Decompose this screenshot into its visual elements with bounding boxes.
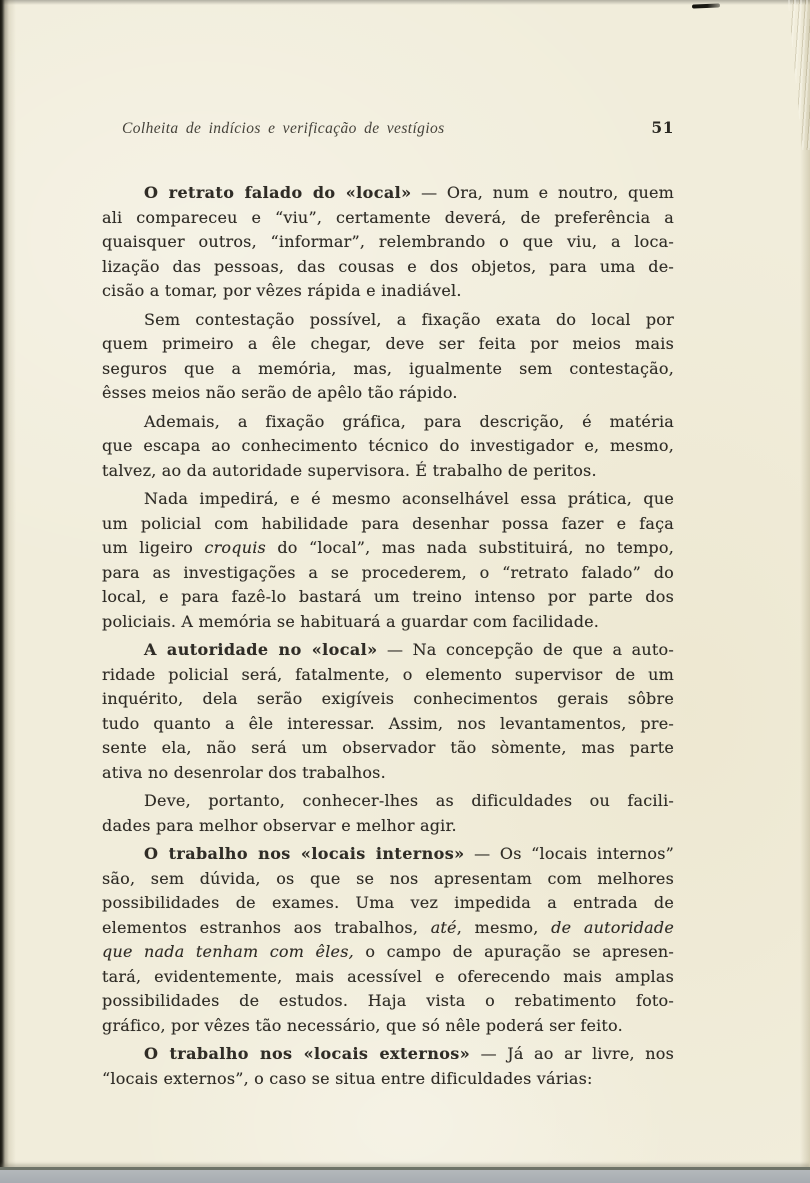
- text-segment: o campo de apuração se apresen-: [353, 942, 674, 961]
- text-segment: — Ora, num e noutro, quem: [411, 183, 674, 202]
- text-segment: Nada impedirá, e é mesmo aconselhável essa prática, que: [144, 489, 674, 508]
- text-segment: ativa no desenrolar dos trabalhos.: [102, 762, 386, 782]
- text-segment: cisão a tomar, por vêzes rápida e inadiável.: [102, 281, 462, 300]
- paragraph: [102, 842, 674, 1038]
- text-segment: “locais externos”, o caso se situa entre dificuldades várias:: [102, 1068, 593, 1088]
- text-line: [102, 1067, 674, 1092]
- text-line: [102, 357, 674, 382]
- text-line: [102, 1014, 674, 1039]
- text-line: [102, 561, 674, 586]
- text-segment: do “local”, mas nada substituirá, no tempo,: [265, 538, 674, 557]
- text-segment: — Na concepção de que a auto-: [377, 640, 674, 659]
- paragraph: [102, 1042, 674, 1091]
- text-line: [102, 638, 674, 663]
- text-line: [102, 308, 674, 333]
- text-segment: que escapa ao conhecimento técnico do investigador e, mesmo,: [102, 436, 674, 455]
- scan-top-edge: [0, 0, 810, 5]
- text-segment: um ligeiro: [102, 538, 205, 557]
- text-segment: — Já ao ar livre, nos: [470, 1044, 674, 1063]
- italic-segment: de autoridade: [551, 917, 674, 937]
- paragraph: [102, 181, 674, 304]
- text-line: [102, 512, 674, 537]
- text-line: [102, 867, 674, 892]
- text-segment: gráfico, por vêzes tão necessário, que só nêle poderá ser feito.: [102, 1015, 623, 1035]
- text-segment: tudo quanto a êle interessar. Assim, nos levantamentos, pre-: [102, 713, 674, 733]
- text-segment: inquérito, dela serão exigíveis conhecimentos gerais sôbre: [102, 689, 674, 708]
- text-segment: um policial com habilidade para desenhar possa fazer e faça: [102, 513, 674, 533]
- text-segment: êsses meios não serão de apêlo tão rápido.: [102, 383, 458, 402]
- section-lead-bold: A autoridade no «local»: [144, 640, 378, 659]
- binding-edge: [0, 0, 16, 1183]
- text-segment: elementos estranhos aos trabalhos,: [102, 917, 431, 937]
- text-line: [102, 230, 674, 255]
- paragraph: [102, 638, 674, 785]
- paragraph: [102, 487, 674, 634]
- text-line: [102, 536, 674, 561]
- text-line: [102, 585, 674, 610]
- text-line: [102, 206, 674, 231]
- text-segment: Ademais, a fixação gráfica, para descrição, é matéria: [144, 411, 674, 431]
- text-line: [102, 381, 674, 406]
- text-line: [102, 989, 674, 1014]
- text-segment: quem primeiro a êle chegar, deve ser feita por meios mais: [102, 334, 674, 353]
- text-segment: policiais. A memória se habituará a guardar com facilidade.: [102, 611, 600, 631]
- text-segment: quaisquer outros, “informar”, relembrando o que viu, a loca-: [102, 232, 674, 251]
- italic-segment: que nada tenham com êles,: [102, 942, 354, 961]
- text-block: [102, 118, 674, 1095]
- page-curl-edges: [784, 0, 810, 150]
- text-segment: tará, evidentemente, mais acessível e oferecendo mais amplas: [102, 966, 674, 986]
- text-segment: sente ela, não será um observador tão sòmente, mas parte: [102, 738, 674, 757]
- text-line: [102, 712, 674, 737]
- paragraph: [102, 308, 674, 406]
- text-line: [102, 487, 674, 512]
- text-line: [102, 789, 674, 814]
- text-segment: ali compareceu e “viu”, certamente deverá, de preferência a: [102, 207, 674, 227]
- page-header: [102, 118, 674, 138]
- text-segment: — Os “locais internos”: [464, 844, 674, 863]
- section-lead-bold: O trabalho nos «locais externos»: [144, 1044, 471, 1063]
- text-segment: possibilidades de exames. Uma vez impedida a entrada de: [102, 893, 674, 912]
- italic-segment: croquis: [204, 538, 266, 557]
- text-line: [102, 663, 674, 688]
- running-title: Colheita de indícios e verificação de vestígios: [122, 120, 445, 137]
- text-segment: seguros que a memória, mas, igualmente sem contestação,: [102, 358, 674, 378]
- text-line: [102, 181, 674, 206]
- text-line: [102, 687, 674, 712]
- text-line: [102, 736, 674, 761]
- text-line: [102, 1042, 674, 1067]
- text-line: [102, 610, 674, 635]
- paragraph: [102, 789, 674, 838]
- text-segment: ridade policial será, fatalmente, o elemento supervisor de um: [102, 664, 674, 684]
- text-line: [102, 761, 674, 786]
- text-segment: talvez, ao da autoridade supervisora. É trabalho de peritos.: [102, 460, 597, 480]
- text-line: [102, 410, 674, 435]
- ink-streak-mark: [692, 3, 720, 8]
- text-segment: dades para melhor observar e melhor agir.: [102, 815, 457, 835]
- text-segment: , mesmo,: [456, 917, 552, 937]
- text-line: [102, 255, 674, 280]
- text-line: [102, 965, 674, 990]
- text-line: [102, 434, 674, 459]
- text-line: [102, 332, 674, 357]
- text-line: [102, 940, 674, 965]
- scanner-bed: [0, 1167, 810, 1183]
- italic-segment: até: [430, 917, 457, 937]
- section-lead-bold: O trabalho nos «locais internos»: [144, 844, 465, 863]
- text-segment: local, e para fazê-lo bastará um treino intenso por parte dos: [102, 587, 674, 606]
- text-segment: possibilidades de estudos. Haja vista o rebatimento foto-: [102, 991, 674, 1010]
- text-line: [102, 279, 674, 304]
- paragraph: [102, 410, 674, 484]
- text-line: [102, 814, 674, 839]
- text-segment: lização das pessoas, das cousas e dos objetos, para uma de-: [102, 256, 674, 276]
- page-body: [102, 181, 674, 1091]
- text-segment: Deve, portanto, conhecer-lhes as dificuldades ou facili-: [144, 791, 674, 810]
- text-line: [102, 916, 674, 941]
- text-line: [102, 842, 674, 867]
- text-segment: Sem contestação possível, a fixação exata do local por: [144, 309, 674, 329]
- text-line: [102, 891, 674, 916]
- text-segment: são, sem dúvida, os que se nos apresentam com melhores: [102, 868, 674, 888]
- page-number: 51: [651, 118, 674, 137]
- text-line: [102, 459, 674, 484]
- paper-right-edge: [800, 0, 810, 1183]
- section-lead-bold: O retrato falado do «local»: [144, 183, 412, 202]
- text-segment: para as investigações a se procederem, o “retrato falado” do: [102, 562, 674, 582]
